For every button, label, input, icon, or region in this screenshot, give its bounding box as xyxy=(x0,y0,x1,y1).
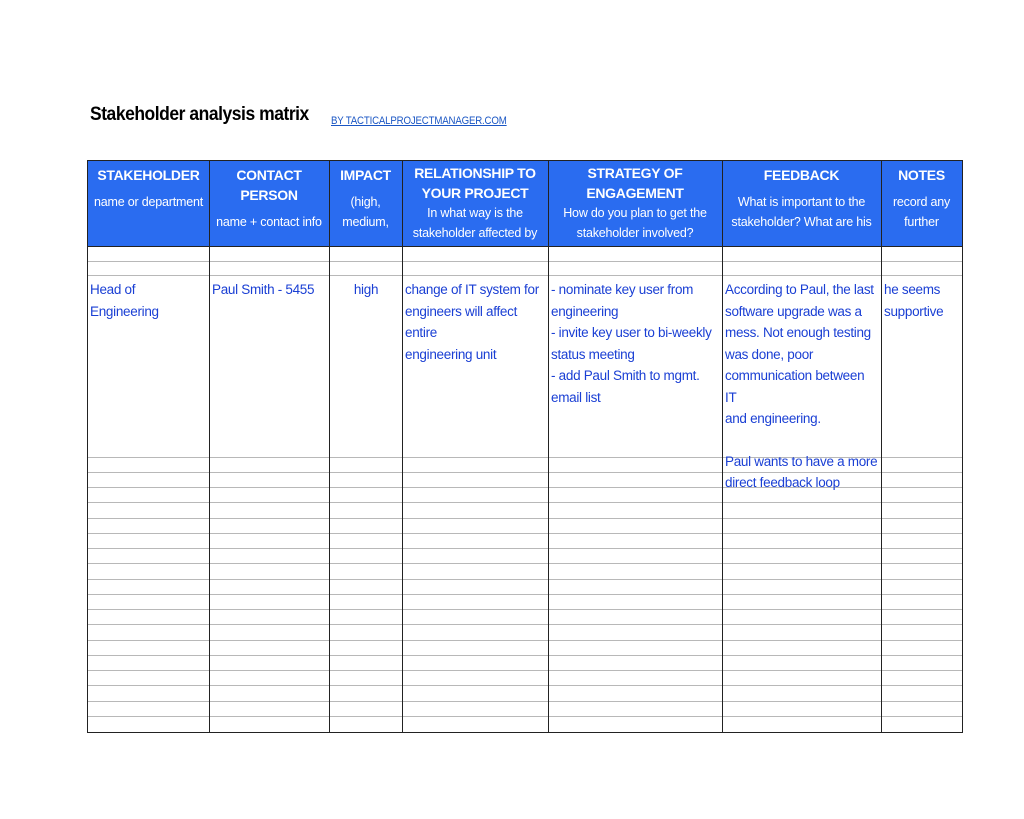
header-contact-sub: name + contact info xyxy=(216,215,322,229)
cell-stakeholder[interactable] xyxy=(88,277,209,455)
grid-line xyxy=(88,655,962,656)
header-notes-sub-2: further xyxy=(904,215,939,229)
cell-impact[interactable] xyxy=(330,277,402,455)
header-relationship xyxy=(402,161,548,246)
header-feedback-sub-2: stakeholder? What are his xyxy=(731,215,872,229)
grid-line xyxy=(88,685,962,686)
grid-line xyxy=(88,533,962,534)
cell-stakeholder-text: Head of Engineering xyxy=(90,282,159,319)
grid-line xyxy=(88,261,962,262)
header-row xyxy=(88,161,962,247)
grid-line xyxy=(88,624,962,625)
header-relationship-sub-2: stakeholder affected by xyxy=(412,226,538,240)
cell-feedback-line: communication between IT xyxy=(725,368,865,405)
header-stakeholder xyxy=(88,161,209,246)
cell-notes[interactable] xyxy=(882,277,962,455)
header-strategy-sub-2: stakeholder involved? xyxy=(576,226,694,240)
cell-relationship-line: change of IT system for xyxy=(405,282,539,297)
cell-strategy[interactable] xyxy=(549,277,722,455)
header-impact-title: IMPACT xyxy=(340,167,391,183)
cell-strategy-line: status meeting xyxy=(551,346,635,362)
header-stakeholder-title: STAKEHOLDER xyxy=(97,167,200,183)
header-strategy-title-1: STRATEGY OF xyxy=(587,165,683,181)
cell-strategy-line: - invite key user to bi-weekly xyxy=(551,325,712,340)
header-relationship-title-1: RELATIONSHIP TO xyxy=(414,165,536,181)
header-relationship-sub-1: In what way is the xyxy=(427,206,523,220)
grid-line xyxy=(88,502,962,503)
header-feedback-sub-1: What is important to the xyxy=(737,195,866,209)
cell-relationship-line: engineers will affect entire xyxy=(405,303,518,340)
cell-feedback-line: software upgrade was a xyxy=(725,303,862,319)
grid-line xyxy=(88,563,962,564)
header-strategy-sub-1: How do you plan to get the xyxy=(563,206,707,220)
cell-feedback-line: direct feedback loop xyxy=(725,475,840,490)
header-relationship-title-2: YOUR PROJECT xyxy=(421,185,529,201)
cell-contact-text: Paul Smith - 5455 xyxy=(212,282,315,297)
spacer xyxy=(725,430,879,451)
cell-feedback-line: According to Paul, the last xyxy=(725,282,874,297)
cell-feedback[interactable] xyxy=(723,277,881,490)
grid-line xyxy=(88,275,962,276)
cell-feedback-line: was done, poor xyxy=(725,346,814,362)
source-link[interactable]: BY TACTICALPROJECTMANAGER.COM xyxy=(331,115,507,127)
cell-relationship-line: engineering unit xyxy=(405,346,497,362)
page-title: Stakeholder analysis matrix xyxy=(90,104,309,125)
cell-impact-text: high xyxy=(353,282,379,297)
grid-line xyxy=(88,640,962,641)
grid-line xyxy=(88,609,962,610)
header-notes-title: NOTES xyxy=(898,167,945,183)
header-impact-sub-1: (high, xyxy=(350,195,381,209)
header-notes-sub-1: record any xyxy=(892,195,951,209)
grid-line xyxy=(88,716,962,717)
header-feedback xyxy=(722,161,881,246)
header-strategy xyxy=(548,161,722,246)
stakeholder-matrix xyxy=(87,160,963,733)
cell-strategy-line: - add Paul Smith to mgmt. xyxy=(551,368,700,383)
header-impact xyxy=(329,161,402,246)
cell-notes-line: he seems xyxy=(884,282,941,297)
cell-feedback-line: Paul wants to have a more xyxy=(725,453,878,469)
cell-feedback-line: and engineering. xyxy=(725,411,821,426)
header-feedback-title: FEEDBACK xyxy=(763,167,840,183)
grid-line xyxy=(88,701,962,702)
cell-notes-line: supportive xyxy=(884,303,944,319)
header-notes xyxy=(881,161,962,246)
cell-feedback-line: mess. Not enough testing xyxy=(725,325,871,340)
cell-contact[interactable] xyxy=(210,277,329,455)
grid-line xyxy=(88,548,962,549)
cell-strategy-line: email list xyxy=(551,389,601,405)
cell-strategy-line: - nominate key user from xyxy=(551,282,694,297)
header-contact xyxy=(209,161,329,246)
grid-line xyxy=(88,670,962,671)
grid-line xyxy=(88,579,962,580)
header-impact-sub-2: medium, xyxy=(342,215,389,229)
header-strategy-title-2: ENGAGEMENT xyxy=(586,185,684,201)
grid-line xyxy=(88,594,962,595)
cell-relationship[interactable] xyxy=(403,277,548,455)
cell-strategy-line: engineering xyxy=(551,303,619,319)
grid-line xyxy=(88,518,962,519)
header-contact-title: CONTACT PERSON xyxy=(236,167,302,203)
header-stakeholder-sub: name or department xyxy=(94,195,203,209)
